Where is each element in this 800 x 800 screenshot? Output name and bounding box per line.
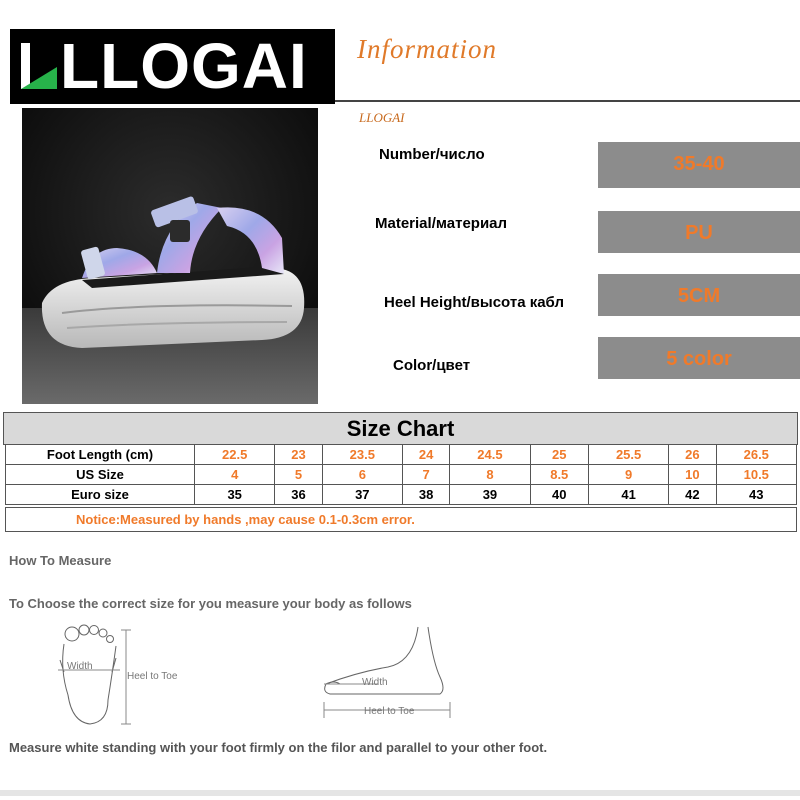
table-cell: 25.5 [588,445,668,465]
table-cell: 24.5 [450,445,530,465]
table-cell: 42 [669,485,716,505]
table-cell: 26 [669,445,716,465]
notice-box [5,507,797,532]
side-heel-to-toe-label: Heel to Toe [364,706,415,717]
table-cell: 40 [530,485,588,505]
table-cell: 8 [450,465,530,485]
table-cell: 38 [403,485,450,505]
spec-value-box-heel-height [598,274,800,316]
table-cell: 43 [716,485,796,505]
product-photo [22,108,318,404]
table-cell: 9 [588,465,668,485]
spec-label-number: Number/число [379,146,485,163]
row-header-foot-length: Foot Length (cm) [6,445,195,465]
spec-value-material: PU [685,222,713,244]
spec-value-color: 5 color [666,348,732,370]
size-chart-title: Size Chart [3,412,798,445]
table-cell: 10.5 [716,465,796,485]
table-cell: 36 [275,485,322,505]
table-cell: 6 [322,465,402,485]
table-cell: 8.5 [530,465,588,485]
heel-to-toe-label: Heel to Toe [127,671,178,682]
table-row [6,445,797,465]
spec-label-color: Color/цвет [393,357,471,374]
logo-mark-icon [17,39,59,94]
table-row [6,465,797,485]
header-divider [335,100,800,102]
table-cell: 41 [588,485,668,505]
table-cell: 35 [195,485,275,505]
logo-text: LLOGAI [60,30,308,102]
table-cell: 26.5 [716,445,796,465]
spec-label-material: Material/материал [375,215,508,232]
measure-instruction: Measure white standing with your foot firmly on the filor and parallel to your other foot. [9,740,548,755]
spec-value-number: 35-40 [673,153,725,175]
table-cell: 10 [669,465,716,485]
foot-top-view-diagram [50,620,210,730]
table-row [6,485,797,505]
table-cell: 22.5 [195,445,275,465]
choose-size-instruction: To Choose the correct size for you measure your body as follows [9,596,412,611]
brand-name-small: LLOGAI [359,110,405,125]
width-label: Width [67,661,93,672]
foot-side-view-diagram [318,622,478,722]
how-to-measure-heading: How To Measure [9,553,112,568]
table-cell: 25 [530,445,588,465]
spec-value-box-material [598,211,800,253]
table-cell: 23 [275,445,322,465]
table-cell: 24 [403,445,450,465]
spec-label-heel-height: Heel Height/высота кабл [384,294,564,311]
table-cell: 5 [275,465,322,485]
table-cell: 4 [195,465,275,485]
side-width-label: Width [362,677,388,688]
table-cell: 39 [450,485,530,505]
spec-value-box-number [598,142,800,188]
spec-value-heel-height: 5CM [677,285,721,307]
bottom-divider [0,790,800,796]
size-chart-table [5,444,797,505]
row-header-euro-size: Euro size [6,485,195,505]
row-header-us-size: US Size [6,465,195,485]
table-cell: 7 [403,465,450,485]
information-title: Information [357,34,498,64]
spec-value-box-color [598,337,800,379]
brand-logo [10,29,335,104]
table-cell: 37 [322,485,402,505]
measurement-notice: Notice:Measured by hands ,may cause 0.1-0.3cm error. [76,512,415,527]
table-cell: 23.5 [322,445,402,465]
